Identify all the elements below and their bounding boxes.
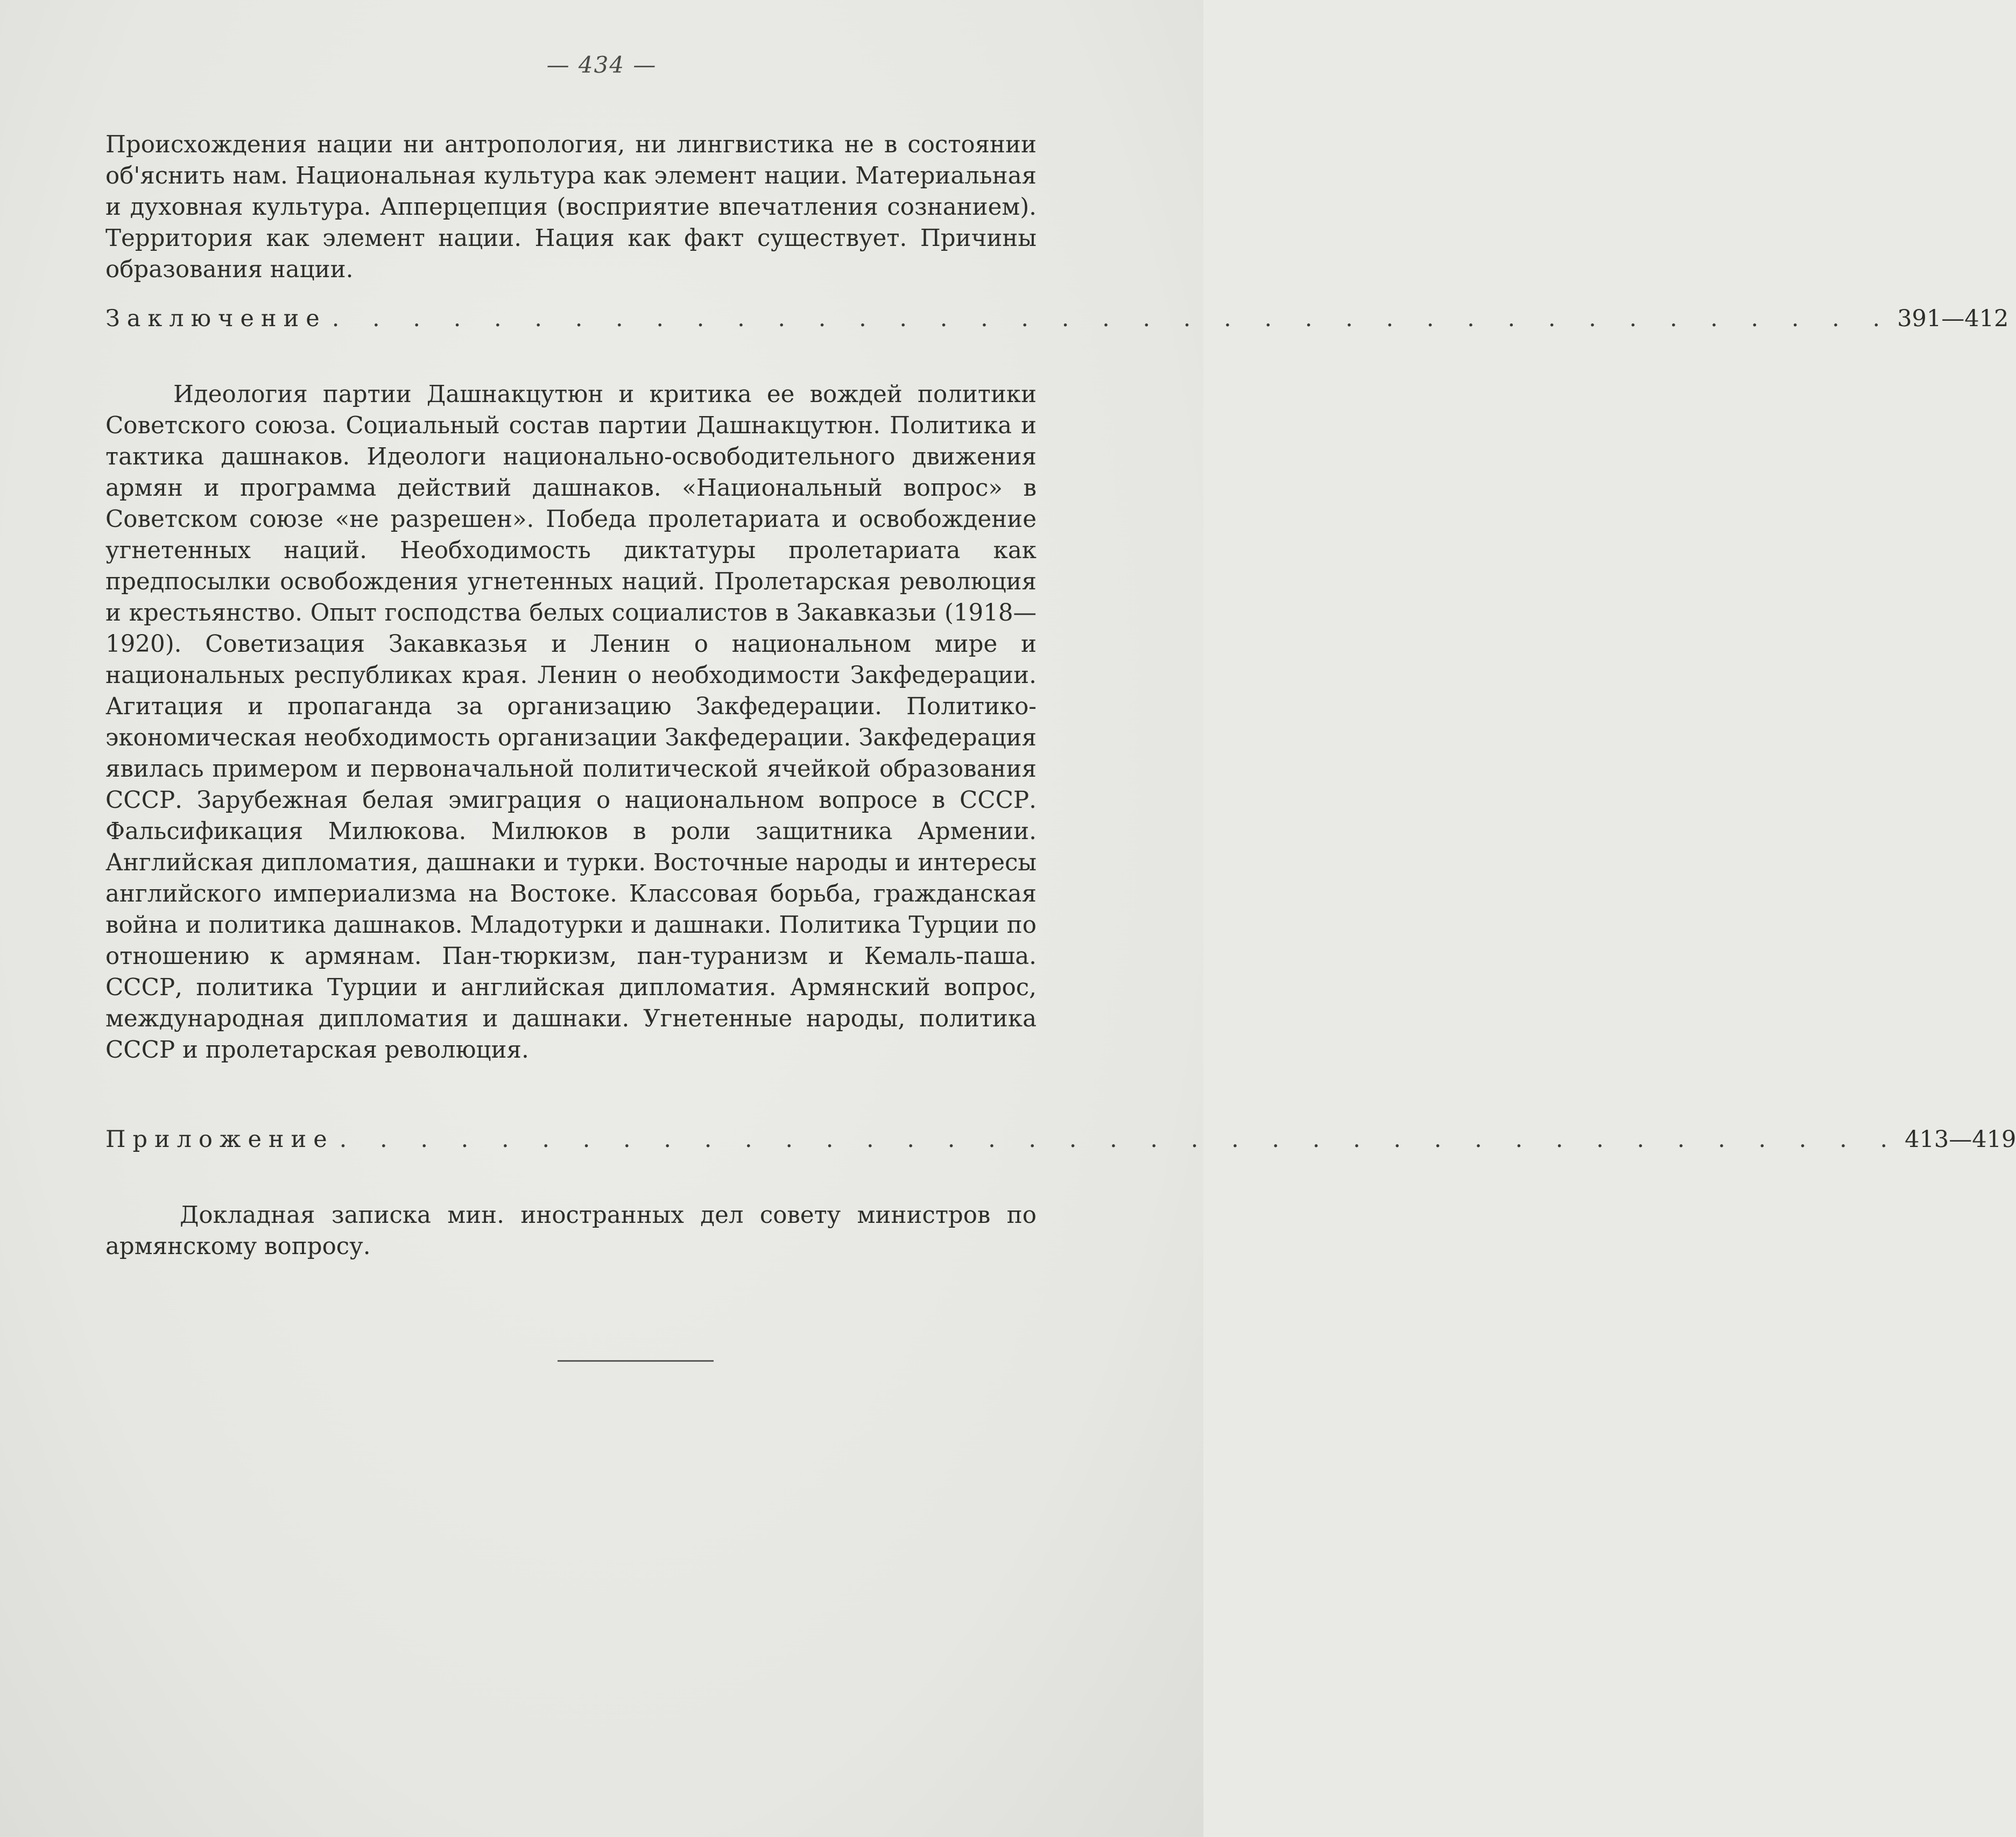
toc-title-conclusion: Заключение: [105, 305, 327, 332]
page-number: — 434 —: [546, 52, 657, 78]
conclusion-summary: Идеология партии Дашнакцутюн и критика ее вождей политики Советского союза. Социальный состав партии Дашнакцутюн. Политика и тактика дашнаков. Идеологи национально-освободительного движения армян и программа действий дашнаков. «Национальный вопрос» в Советском союзе «не разрешен». Победа пролетариата и освобождение угнетенных наций. Необходимость диктатуры пролетариата как предпосылки освобождения угнетенных наций. Пролетарская революция и крестьянство. Опыт господства белых социалистов в Закавказьи (1918—1920). Советизация Закавказья и Ленин о национальном мире и национальных республиках края. Ленин о необходимости Закфедерации. Агитация и пропаганда за организацию Закфедерации. Политико-экономическая необходимость организации Закфедерации. Закфедерация явилась примером и первоначальной политической ячейкой образования СССР. Зарубежная белая эмиграция о национальном вопросе в СССР. Фальсификация Милюкова. Милюков в роли защитника Армении. Английская дипломатия, дашнаки и турки. Восточные народы и интересы английского империализма на Востоке. Классовая борьба, гражданская война и политика дашнаков. Младотурки и дашнаки. Политика Турции по отношению к армянам. Пан-тюркизм, пан-туранизм и Кемаль-паша. СССР, политика Турции и английская дипломатия. Армянский вопрос, международная дипломатия и дашнаки. Угнетенные народы, политика СССР и пролетарская революция.: [105, 381, 1037, 1064]
toc-leader-dots: . . . . . . . . . . . . . . . . . . . . . . . . . . . . . . . . . . . . . . .: [339, 1126, 1901, 1153]
intro-paragraph: Происхождения нации ни антропология, ни лингвистика не в состоянии об'яснить нам. Национальная культура как элемент нации. Материальная и духовная культура. Апперцепция (восприятие впечатления сознанием). Территория как элемент нации. Нация как факт существует. Причины образования нации.: [105, 131, 1037, 283]
end-divider-rule: [558, 1360, 714, 1362]
toc-entry-appendix: [105, 1123, 2016, 1156]
toc-title-appendix: Приложение: [105, 1126, 334, 1153]
appendix-summary: Докладная записка мин. иностранных дел совету министров по армянскому вопросу.: [105, 1201, 1037, 1260]
toc-entry-conclusion: [105, 302, 2009, 335]
toc-pages-conclusion: 391—412: [1897, 305, 2009, 332]
toc-pages-appendix: 413—419: [1905, 1126, 2016, 1153]
toc-leader-dots: . . . . . . . . . . . . . . . . . . . . . . . . . . . . . . . . . . . . . . .: [332, 305, 1893, 332]
